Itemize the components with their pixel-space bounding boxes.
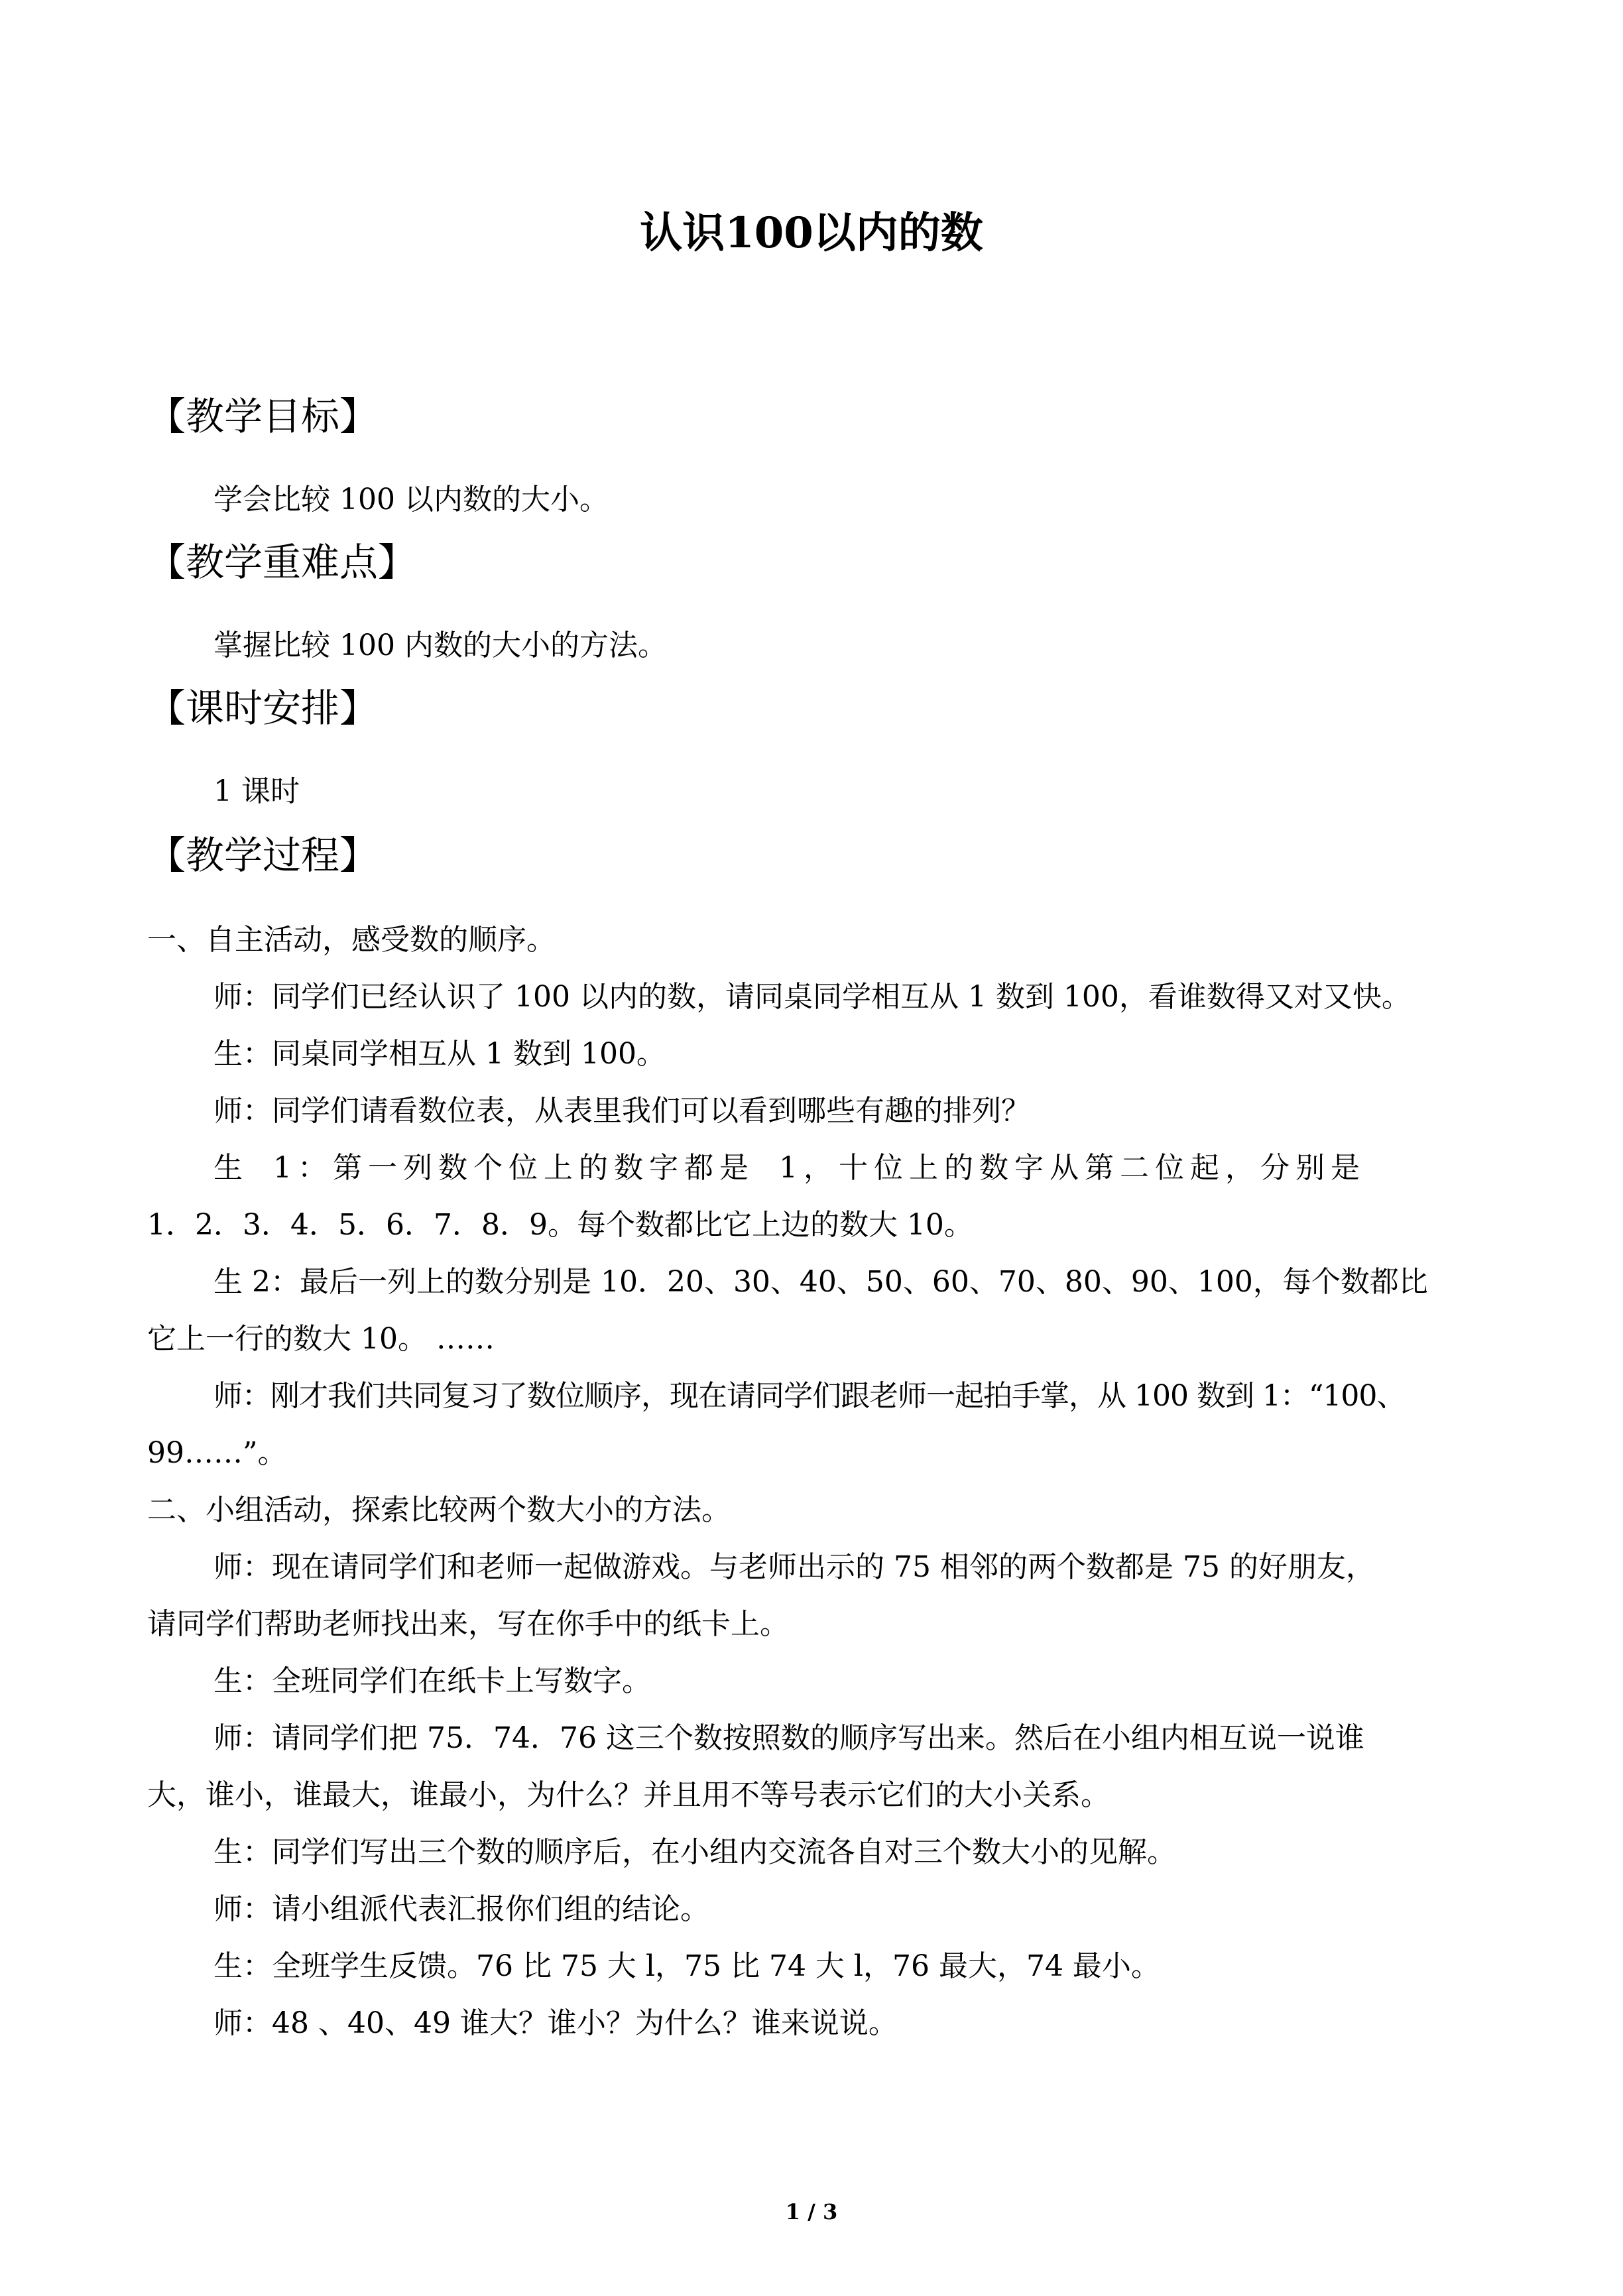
process-line: 它上一行的数大 10。 …… — [147, 1322, 495, 1356]
process-line: 师：现在请同学们和老师一起做游戏。与老师出示的 75 相邻的两个数都是 75 的好朋友， — [213, 1550, 1375, 1584]
process-line: 生 1：第一列数个位上的数字都是 1，十位上的数字从第二位起，分别是 — [213, 1151, 1366, 1185]
process-line: 师：刚才我们共同复习了数位顺序，现在请同学们跟老师一起拍手掌，从 100 数到 1：“100、 — [213, 1379, 1406, 1413]
process-line: 师：48 、40、49 谁大？谁小？为什么？谁来说说。 — [213, 2006, 898, 2040]
process-line: 生：全班同学们在纸卡上写数字。 — [213, 1664, 651, 1698]
process-line: 生：同学们写出三个数的顺序后，在小组内交流各自对三个数大小的见解。 — [213, 1835, 1176, 1869]
title-suffix: 以内的数 — [813, 208, 983, 258]
process-line: 师：同学们请看数位表，从表里我们可以看到哪些有趣的排列？ — [213, 1094, 1030, 1128]
process-line: 请同学们帮助老师找出来，写在你手中的纸卡上。 — [147, 1607, 789, 1641]
page-title — [0, 207, 1623, 260]
key-points-text: 掌握比较 100 内数的大小的方法。 — [213, 629, 667, 662]
schedule-text: 1 课时 — [213, 774, 300, 808]
heading-teaching-process: 【教学过程】 — [147, 833, 379, 878]
heading-key-points: 【教学重难点】 — [147, 540, 417, 585]
process-line: 生：同桌同学相互从 1 数到 100。 — [213, 1037, 666, 1071]
title-prefix: 认识 — [640, 208, 725, 258]
title-number: 100 — [725, 208, 813, 258]
page-number: 1 / 3 — [785, 2199, 838, 2224]
process-line: 大，谁小，谁最大，谁最小，为什么？并且用不等号表示它们的大小关系。 — [147, 1778, 1110, 1812]
section-heading-1: 一、自主活动，感受数的顺序。 — [147, 923, 556, 957]
section-heading-2: 二、小组活动，探索比较两个数大小的方法。 — [147, 1493, 731, 1527]
heading-teaching-goals: 【教学目标】 — [147, 394, 379, 439]
process-line: 1．2．3．4．5．6．7．8．9。每个数都比它上边的数大 10。 — [147, 1208, 973, 1242]
process-line: 师：同学们已经认识了 100 以内的数，请同桌同学相互从 1 数到 100，看谁数得又对又快。 — [213, 980, 1411, 1014]
teaching-goals-text: 学会比较 100 以内数的大小。 — [213, 483, 609, 516]
process-line: 生 2：最后一列上的数分别是 10．20、30、40、50、60、70、80、90、100，每个数都比 — [213, 1265, 1428, 1299]
heading-schedule: 【课时安排】 — [147, 686, 379, 731]
process-line: 99……”。 — [147, 1436, 287, 1470]
process-line: 师：请同学们把 75．74．76 这三个数按照数的顺序写出来。然后在小组内相互说一说谁 — [213, 1721, 1364, 1755]
process-line: 生：全班学生反馈。76 比 75 大 l，75 比 74 大 l，76 最大，74 最小。 — [213, 1949, 1160, 1983]
process-line: 师：请小组派代表汇报你们组的结论。 — [213, 1892, 709, 1926]
